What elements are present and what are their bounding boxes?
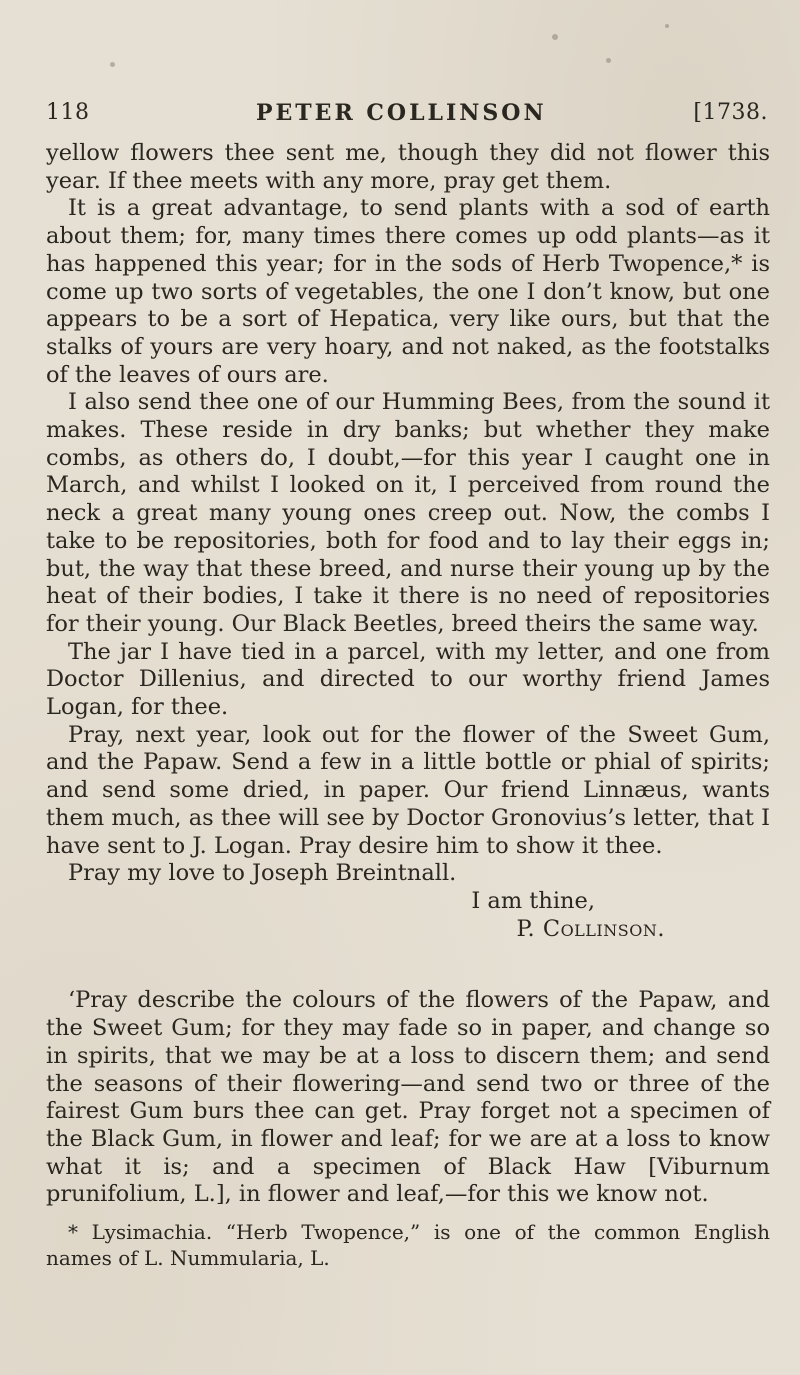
closing (46, 888, 770, 943)
postscript: ‘Pray describe the colours of the flowers of the Papaw, and the Sweet Gum; for they may fade so in paper, and change so in spirits, that we may be at a loss to discern them; and send the seasons of their flowering—and send two or three of the fairest Gum burs thee can get. Pray forget not a specimen of the Black Gum, in flower and leaf; for we are at a loss to know what it is; and a specimen of Black Haw [Viburnum prunifolium, L.], in flower and leaf,—for this we know not. (46, 987, 770, 1208)
footnote: * Lysimachia. “Herb Twopence,” is one of the common English names of L. Nummularia, L. (46, 1220, 770, 1271)
year-marker: [1738. (693, 100, 768, 125)
ink-speck (665, 24, 669, 28)
closing-salutation: I am thine, (471, 887, 595, 914)
ink-speck (552, 34, 558, 40)
paragraph-3: I also send thee one of our Humming Bees, from the sound it makes. These reside in dry banks; but whether they make combs, as others do, I doubt,—for this year I caught one in March, and whilst I looked on it, I perceived from round the neck a great many young ones creep out. Now, the combs I take to be repositories, both for food and to lay their eggs in; but, the way that these breed, and nurse their young up by the heat of their bodies, I take it there is no need of repositories for their young. Our Black Beetles, breed theirs the same way. (46, 389, 770, 637)
running-head (46, 100, 768, 130)
letter-body (46, 140, 770, 1271)
paragraph-1: yellow flowers thee sent me, though they did not flower this year. If thee meets with any more, pray get them. (46, 140, 770, 194)
paragraph-6: Pray my love to Joseph Breintnall. (68, 860, 457, 887)
running-title: PETER COLLINSON (256, 100, 547, 126)
ink-speck (110, 62, 115, 67)
paragraph-5: Pray, next year, look out for the flower of the Sweet Gum, and the Papaw. Send a few in a little bottle or phial of spirits; and send some dried, in paper. Our friend Linnæus, wants them much, as thee will see by Doctor Gronovius’s letter, that I have sent to J. Logan. Pray desire him to show it thee. (46, 721, 770, 859)
page-number: 118 (46, 100, 90, 125)
signature: P. Collinson. (516, 915, 665, 942)
paragraph-4: The jar I have tied in a parcel, with my letter, and one from Doctor Dillenius, and directed to our worthy friend James Logan, for thee. (46, 638, 770, 721)
paragraph-2: It is a great advantage, to send plants with a sod of earth about them; for, many times there comes up odd plants—as it has happened this year; for in the sods of Herb Twopence,* is come up two sorts of vegetables, the one I don’t know, but one appears to be a sort of Hepatica, very like ours, but that the stalks of yours are very hoary, and not naked, as the footstalks of the leaves of ours are. (46, 195, 770, 388)
ink-speck (606, 58, 611, 63)
